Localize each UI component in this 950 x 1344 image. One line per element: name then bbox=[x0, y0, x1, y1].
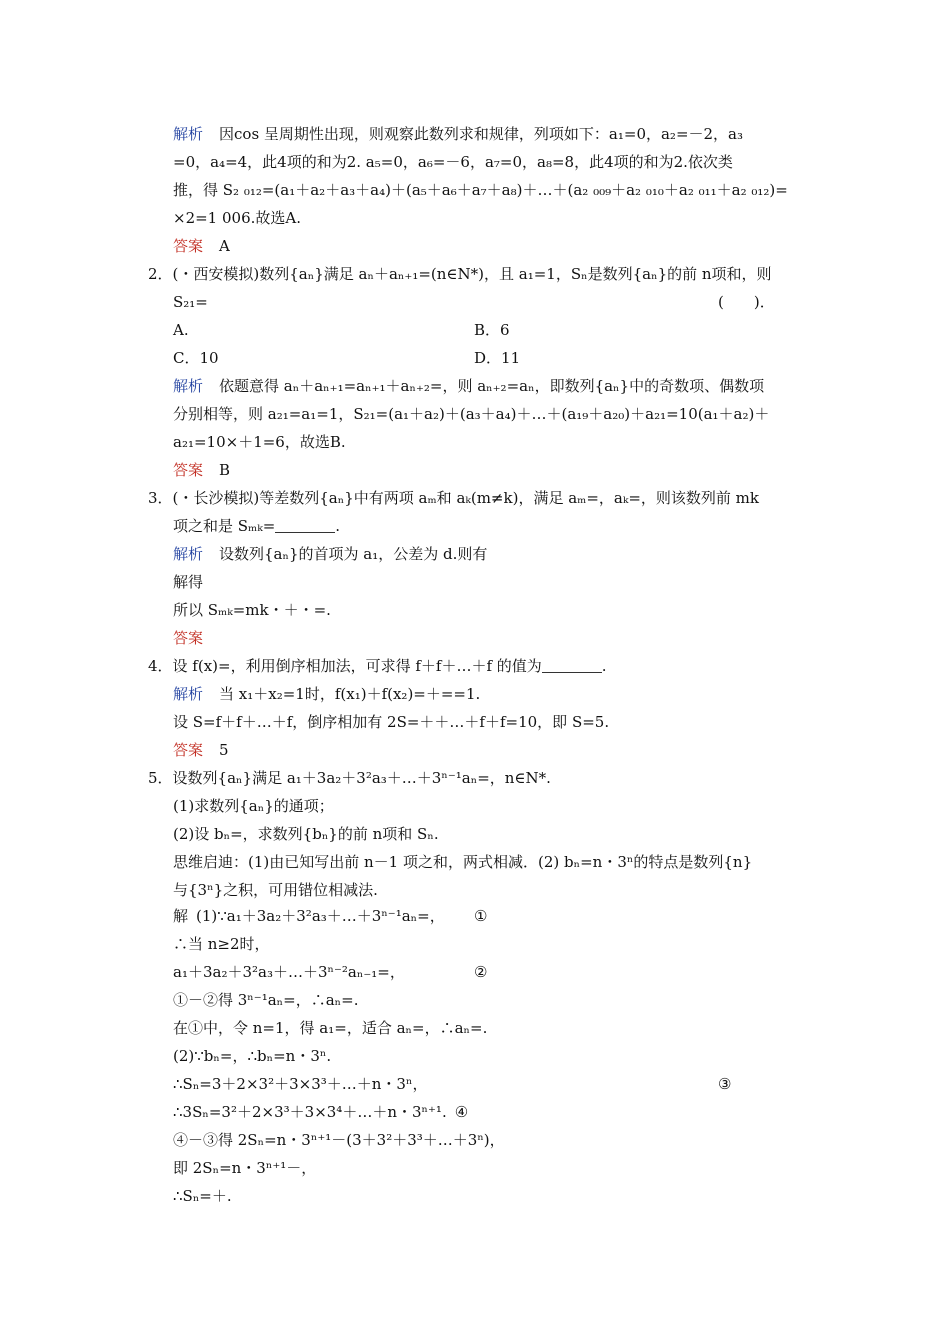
q5-sol-line7: ∴Sₙ=3＋2×3²＋3×3³＋…＋n・3ⁿ， bbox=[173, 1075, 428, 1093]
q2-answer: B bbox=[219, 461, 231, 479]
q3-analysis-text1: 设数列{aₙ}的首项为 a₁，公差为 d.则有 bbox=[219, 545, 488, 563]
q5-mark1: ① bbox=[474, 907, 488, 925]
q1-analysis-line2: =0，a₄=4，此4项的和为2. a₅=0，a₆=－6，a₇=0，a₈=8，此4项的和为2.依次类 bbox=[173, 153, 733, 171]
solution-label: 解 bbox=[173, 907, 189, 925]
q2-analysis-line3: a₂₁=10×＋1=6，故选B. bbox=[173, 433, 346, 451]
q3-stem-period: . bbox=[335, 517, 341, 535]
q5-hint-line2: 与{3ⁿ}之积，可用错位相减法. bbox=[173, 881, 378, 899]
q3-answer-line bbox=[173, 628, 203, 648]
q4-stem-text: 4．设 f(x)=，利用倒序相加法，可求得 f＋f＋…＋f 的值为 bbox=[148, 657, 542, 675]
q4-answer: 5 bbox=[219, 741, 229, 759]
q5-sol-line3: a₁＋3a₂＋3²a₃＋…＋3ⁿ⁻²aₙ₋₁=， bbox=[173, 963, 405, 981]
analysis-label: 解析 bbox=[173, 545, 204, 563]
answer-label: 答案 bbox=[173, 461, 204, 479]
q5-stem: 5．设数列{aₙ}满足 a₁＋3a₂＋3²a₃＋…＋3ⁿ⁻¹aₙ=，n∈N*. bbox=[148, 769, 551, 787]
q4-stem-period: . bbox=[601, 657, 607, 675]
q5-mark4: ④ bbox=[454, 1103, 469, 1121]
q5-sol-line11: ∴Sₙ=＋. bbox=[173, 1187, 232, 1205]
q2-answer-paren: ( )． bbox=[718, 293, 775, 311]
q2-option-c: C．10 bbox=[173, 349, 219, 367]
q2-option-a: A. bbox=[173, 321, 189, 339]
q2-stem-line2: S₂₁= bbox=[173, 293, 208, 311]
q1-analysis-line3: 推，得 S₂ ₀₁₂=(a₁＋a₂＋a₃＋a₄)＋(a₅＋a₆＋a₇＋a₈)＋…＋(a₂ ₀₀₉＋a₂ ₀₁₀＋a₂ ₀₁₁＋a₂ ₀₁₂)= bbox=[173, 181, 788, 199]
q5-sol-line5: 在①中，令 n=1，得 a₁=，适合 aₙ=，∴aₙ=. bbox=[173, 1019, 488, 1037]
q3-analysis-line1 bbox=[173, 544, 487, 564]
q4-answer-blank bbox=[542, 658, 602, 673]
q5-sol-line1 bbox=[173, 906, 445, 926]
q4-stem bbox=[148, 656, 607, 676]
q3-answer-blank bbox=[275, 518, 335, 533]
q5-sol-line6: (2)∵bₙ=，∴bₙ=n・3ⁿ. bbox=[173, 1047, 332, 1065]
q1-answer: A bbox=[219, 237, 230, 255]
q1-analysis-line1 bbox=[173, 124, 743, 144]
q5-part2: (2)设 bₙ=，求数列{bₙ}的前 n项和 Sₙ. bbox=[173, 825, 439, 843]
q3-stem-text2: 项之和是 Sₘₖ= bbox=[173, 517, 276, 535]
q2-option-d: D．11 bbox=[474, 349, 521, 367]
answer-label: 答案 bbox=[173, 629, 204, 647]
q1-answer-line bbox=[173, 236, 230, 256]
q4-answer-line bbox=[173, 740, 229, 760]
q3-line-suoyi: 所以 Sₘₖ=mk・＋・=. bbox=[173, 601, 331, 619]
q5-mark3: ③ bbox=[718, 1075, 732, 1093]
q2-answer-line bbox=[173, 460, 230, 480]
q5-sol-line8 bbox=[173, 1102, 468, 1122]
q3-stem-line2 bbox=[173, 516, 340, 536]
q2-analysis-text1: 依题意得 aₙ＋aₙ₊₁=aₙ₊₁＋aₙ₊₂=，则 aₙ₊₂=aₙ，即数列{aₙ}中的奇数项、偶数项 bbox=[219, 377, 765, 395]
q5-sol-line9: ④－③得 2Sₙ=n・3ⁿ⁺¹－(3＋3²＋3³＋…＋3ⁿ)， bbox=[173, 1131, 505, 1149]
q5-mark2: ② bbox=[474, 963, 488, 981]
q1-analysis-text1: 因cos 呈周期性出现，则观察此数列求和规律，列项如下：a₁=0，a₂=－2，a₃ bbox=[219, 125, 744, 143]
q4-analysis-line2: 设 S=f＋f＋…＋f，倒序相加有 2S=＋＋…＋f＋f=10，即 S=5. bbox=[173, 713, 610, 731]
q5-sol-line2: ∴当 n≥2时， bbox=[173, 935, 270, 953]
analysis-label: 解析 bbox=[173, 377, 204, 395]
analysis-label: 解析 bbox=[173, 685, 204, 703]
q2-option-b: B．6 bbox=[474, 321, 510, 339]
q4-analysis-text1: 当 x₁＋x₂=1时，f(x₁)＋f(x₂)=＋==1. bbox=[219, 685, 481, 703]
q2-stem-line1: 2．(・西安模拟)数列{aₙ}满足 aₙ＋aₙ₊₁=(n∈N*)，且 a₁=1，Sₙ是数列{aₙ}的前 n项和，则 bbox=[148, 265, 772, 283]
q5-part1: (1)求数列{aₙ}的通项； bbox=[173, 797, 334, 815]
analysis-label: 解析 bbox=[173, 125, 204, 143]
q5-sol-text1: (1)∵a₁＋3a₂＋3²a₃＋…＋3ⁿ⁻¹aₙ=， bbox=[196, 907, 445, 925]
q3-stem-line1: 3．(・长沙模拟)等差数列{aₙ}中有两项 aₘ和 aₖ(m≠k)，满足 aₘ=，aₖ=，则该数列前 mk bbox=[148, 489, 759, 507]
answer-label: 答案 bbox=[173, 237, 204, 255]
q1-analysis-line4: ×2=1 006.故选A. bbox=[173, 209, 301, 227]
q2-analysis-line1 bbox=[173, 376, 764, 396]
q3-line-jiede: 解得 bbox=[173, 573, 204, 591]
q5-sol-line4: ①－②得 3ⁿ⁻¹aₙ=，∴aₙ=. bbox=[173, 991, 359, 1009]
q5-sol-line10: 即 2Sₙ=n・3ⁿ⁺¹－， bbox=[173, 1159, 317, 1177]
q5-sol-text8: ∴3Sₙ=3²＋2×3³＋3×3⁴＋…＋n・3ⁿ⁺¹. bbox=[173, 1103, 447, 1121]
answer-label: 答案 bbox=[173, 741, 204, 759]
q4-analysis-line1 bbox=[173, 684, 480, 704]
q2-analysis-line2: 分别相等，则 a₂₁=a₁=1，S₂₁=(a₁＋a₂)＋(a₃＋a₄)＋…＋(a₁₉＋a₂₀)＋a₂₁=10(a₁＋a₂)＋ bbox=[173, 405, 770, 423]
q5-hint-line1: 思维启迪：(1)由已知写出前 n－1 项之和，两式相减．(2) bₙ=n・3ⁿ的特点是数列{n} bbox=[173, 853, 753, 871]
